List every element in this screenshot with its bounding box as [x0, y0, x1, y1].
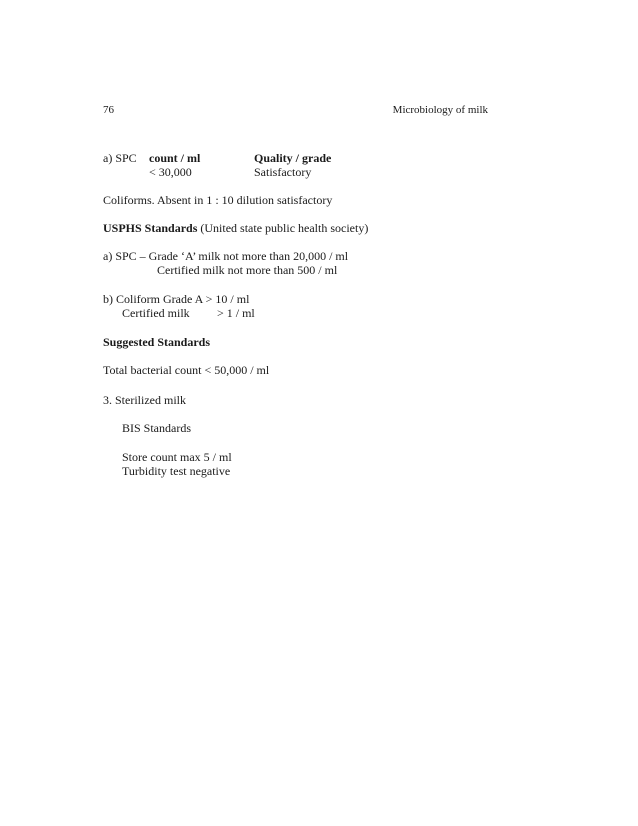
page-number: 76 — [103, 104, 114, 116]
bis-standards-heading: BIS Standards — [122, 421, 191, 435]
sterilized-milk-item: 3. Sterilized milk — [103, 393, 186, 407]
total-bacterial-count: Total bacterial count < 50,000 / ml — [103, 363, 270, 377]
spc-quality-header-text: Quality / grade — [254, 151, 332, 165]
coliforms-text: Coliforms. Absent in 1 : 10 dilution satisfactory — [103, 193, 333, 207]
suggested-heading: Suggested Standards — [103, 335, 211, 349]
spc-count-header-text: count / ml — [149, 151, 201, 165]
usphs-item-a-line1: a) SPC – Grade ‘A’ milk not more than 20,000 / ml — [103, 249, 349, 263]
suggested-heading-line — [103, 335, 210, 349]
usphs-item-a-line2: Certified milk not more than 500 / ml — [157, 263, 338, 277]
store-count: Store count max 5 / ml — [122, 450, 232, 464]
usphs-heading-line — [103, 221, 368, 235]
spc-count-header — [149, 151, 200, 165]
spc-row-count: < 30,000 — [149, 165, 192, 179]
spc-prefix: a) SPC — [103, 151, 137, 165]
usphs-heading-note: (United state public health society) — [200, 221, 369, 235]
usphs-heading: USPHS Standards — [103, 221, 198, 235]
turbidity-test: Turbidity test negative — [122, 464, 231, 478]
usphs-item-b-line2-value: > 1 / ml — [217, 306, 255, 320]
spc-row-quality: Satisfactory — [254, 165, 312, 179]
usphs-item-b-line2-label: Certified milk — [122, 306, 190, 320]
usphs-item-b-line1: b) Coliform Grade A > 10 / ml — [103, 292, 250, 306]
spc-quality-header — [254, 151, 331, 165]
running-title: Microbiology of milk — [392, 104, 488, 116]
